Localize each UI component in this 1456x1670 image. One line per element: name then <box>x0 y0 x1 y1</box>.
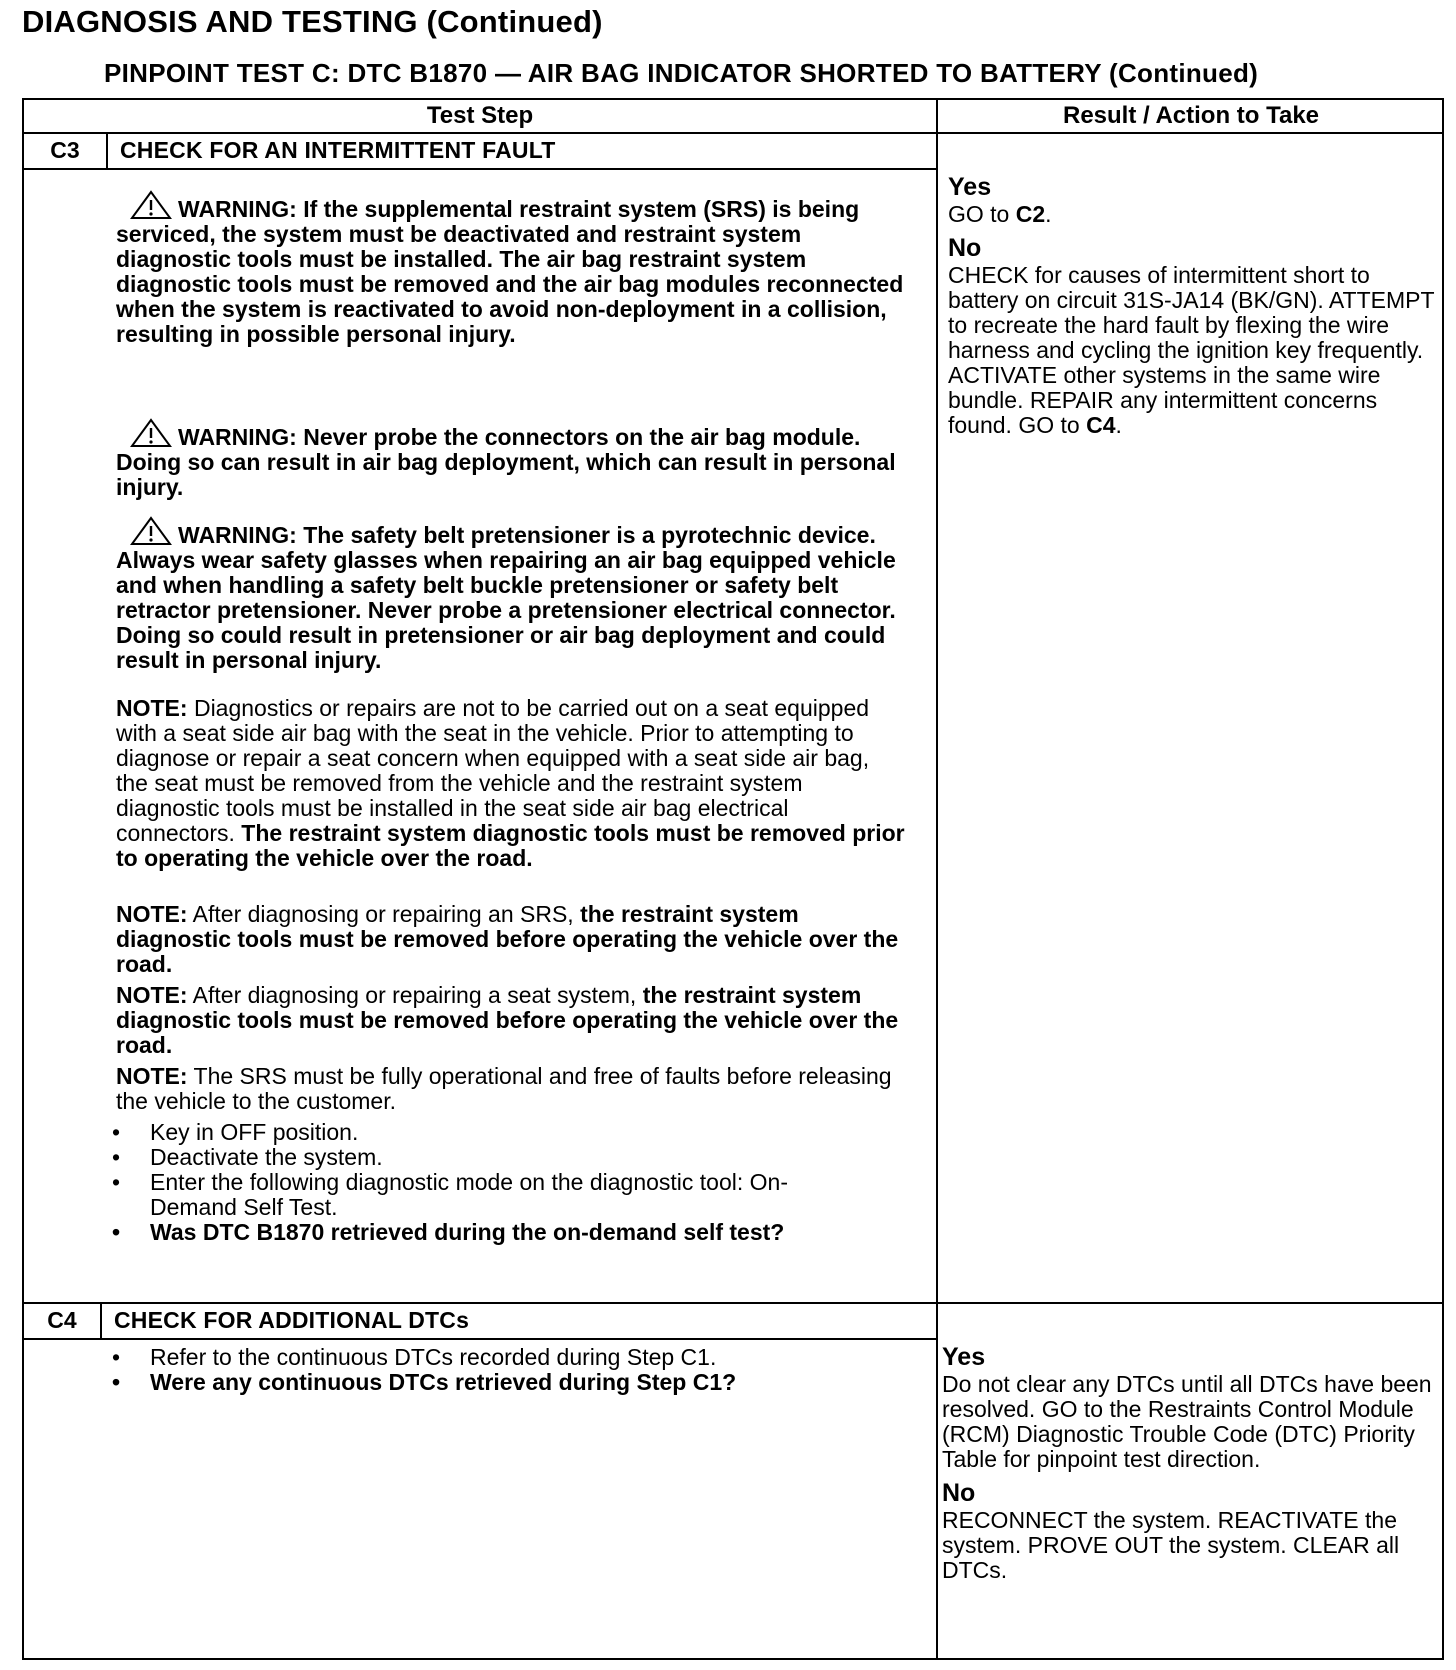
note-label: NOTE: <box>116 982 188 1008</box>
list-item: • Enter the following diagnostic mode on the diagnostic tool: On-Demand Self Test. <box>112 1169 788 1220</box>
c3-bullet-list <box>112 1120 912 1245</box>
step-question: Were any continuous DTCs retrieved during Step C1? <box>150 1369 737 1395</box>
note-text: After diagnosing or repairing an SRS, <box>187 901 581 927</box>
warning-1 <box>116 190 906 347</box>
c4-bullet-list <box>112 1345 912 1395</box>
c3-title-divider <box>22 168 938 170</box>
note-label: NOTE: <box>116 1063 188 1089</box>
step-id-c3: C3 <box>50 137 80 163</box>
list-item: • Was DTC B1870 retrieved during the on-demand self test? <box>112 1219 785 1245</box>
warning-3 <box>116 516 906 673</box>
step-ref: C4 <box>1086 412 1116 438</box>
note-bold-text: The restraint system diagnostic tools must be removed prior to operating the vehicle over the road. <box>116 820 905 871</box>
c3-result: Yes GO to C2. No CHECK for causes of intermittent short to battery on circuit 31S-JA14 (BK/GN). ATTEMPT to recreate the hard fault by flexing the wire harness and cycling the ignition key frequently. ACTIVATE other systems in the same wire bundle. REPAIR any intermittent concerns found. GO to C4. <box>948 173 1435 438</box>
note-4 <box>116 1064 906 1114</box>
note-text: Diagnostics or repairs are not to be carried out on a seat equipped with a seat side air bag with the seat in the vehicle. Prior to attempting to diagnose or repair a seat concern when equipped with a seat side air bag, the seat must be removed from the vehicle and the restraint system diagnostic tools must be installed in the seat side air bag electrical connectors. <box>116 695 870 846</box>
warning-triangle-icon <box>130 516 172 546</box>
warning-triangle-icon <box>130 418 172 448</box>
c3-c4-divider <box>22 1302 1444 1304</box>
note-2 <box>116 902 906 977</box>
column-divider <box>936 98 938 1660</box>
step-question: Was DTC B1870 retrieved during the on-demand self test? <box>150 1219 785 1245</box>
warning-text: WARNING: The safety belt pretensioner is a pyrotechnic device. Always wear safety glasses when repairing an air bag equipped vehicle and when handling a safety belt buckle pretensioner or safety belt retractor pretensioner. Never probe a pretensioner electrical connector. Doing so could result in pretensioner or air bag deployment and could result in personal injury. <box>116 522 896 673</box>
note-text: The SRS must be fully operational and free of faults before releasing the vehicle to the customer. <box>116 1063 892 1114</box>
list-item: • Deactivate the system. <box>112 1144 383 1170</box>
list-item: • Were any continuous DTCs retrieved during Step C1? <box>112 1369 737 1395</box>
step-id-c4: C4 <box>47 1307 77 1333</box>
list-item: • Refer to the continuous DTCs recorded during Step C1. <box>112 1344 717 1370</box>
note-bold-text: the restraint system diagnostic tools must be removed before operating the vehicle over the road. <box>116 982 899 1058</box>
note-bold-text: the restraint system diagnostic tools must be removed before operating the vehicle over the road. <box>116 901 899 977</box>
c4-result: Yes Do not clear any DTCs until all DTCs have been resolved. GO to the Restraints Control Module (RCM) Diagnostic Trouble Code (DTC) Priority Table for pinpoint test direction. No RECONNECT the system. REACTIVATE the system. PROVE OUT the system. CLEAR all DTCs. <box>942 1342 1438 1583</box>
result-yes-label: Yes <box>942 1343 986 1371</box>
c4-id-divider <box>100 1302 102 1338</box>
header-result: Result / Action to Take <box>1062 102 1320 129</box>
step-ref: C2 <box>1015 201 1046 227</box>
result-no-label: No <box>948 234 982 262</box>
warning-text: WARNING: If the supplemental restraint system (SRS) is being serviced, the system must be deactivated and restraint system diagnostic tools must be installed. The air bag restraint system diagnostic tools must be removed and the air bag modules reconnected when the system is reactivated to avoid non-deployment in a collision, resulting in possible personal injury. <box>116 196 904 347</box>
result-no-label: No <box>942 1479 976 1507</box>
header-test-step: Test Step <box>426 102 534 129</box>
note-label: NOTE: <box>116 695 188 721</box>
result-yes-label: Yes <box>948 173 992 201</box>
step-title-c3: CHECK FOR AN INTERMITTENT FAULT <box>120 137 556 163</box>
note-label: NOTE: <box>116 901 188 927</box>
c3-id-divider <box>106 132 108 168</box>
c4-title-divider <box>22 1338 938 1340</box>
warning-2 <box>116 418 906 500</box>
warning-triangle-icon <box>130 190 172 220</box>
note-3 <box>116 983 906 1058</box>
list-item: • Key in OFF position. <box>112 1119 359 1145</box>
header-divider <box>22 132 1444 134</box>
note-text: After diagnosing or repairing a seat system, <box>187 982 643 1008</box>
warning-text: WARNING: Never probe the connectors on the air bag module. Doing so can result in air bag deployment, which can result in personal injury. <box>116 424 896 500</box>
step-title-c4: CHECK FOR ADDITIONAL DTCs <box>114 1307 470 1333</box>
note-1 <box>116 696 906 871</box>
page-title: DIAGNOSIS AND TESTING (Continued) <box>22 4 603 39</box>
page-subtitle: PINPOINT TEST C: DTC B1870 — AIR BAG INDICATOR SHORTED TO BATTERY (Continued) <box>104 58 1259 88</box>
